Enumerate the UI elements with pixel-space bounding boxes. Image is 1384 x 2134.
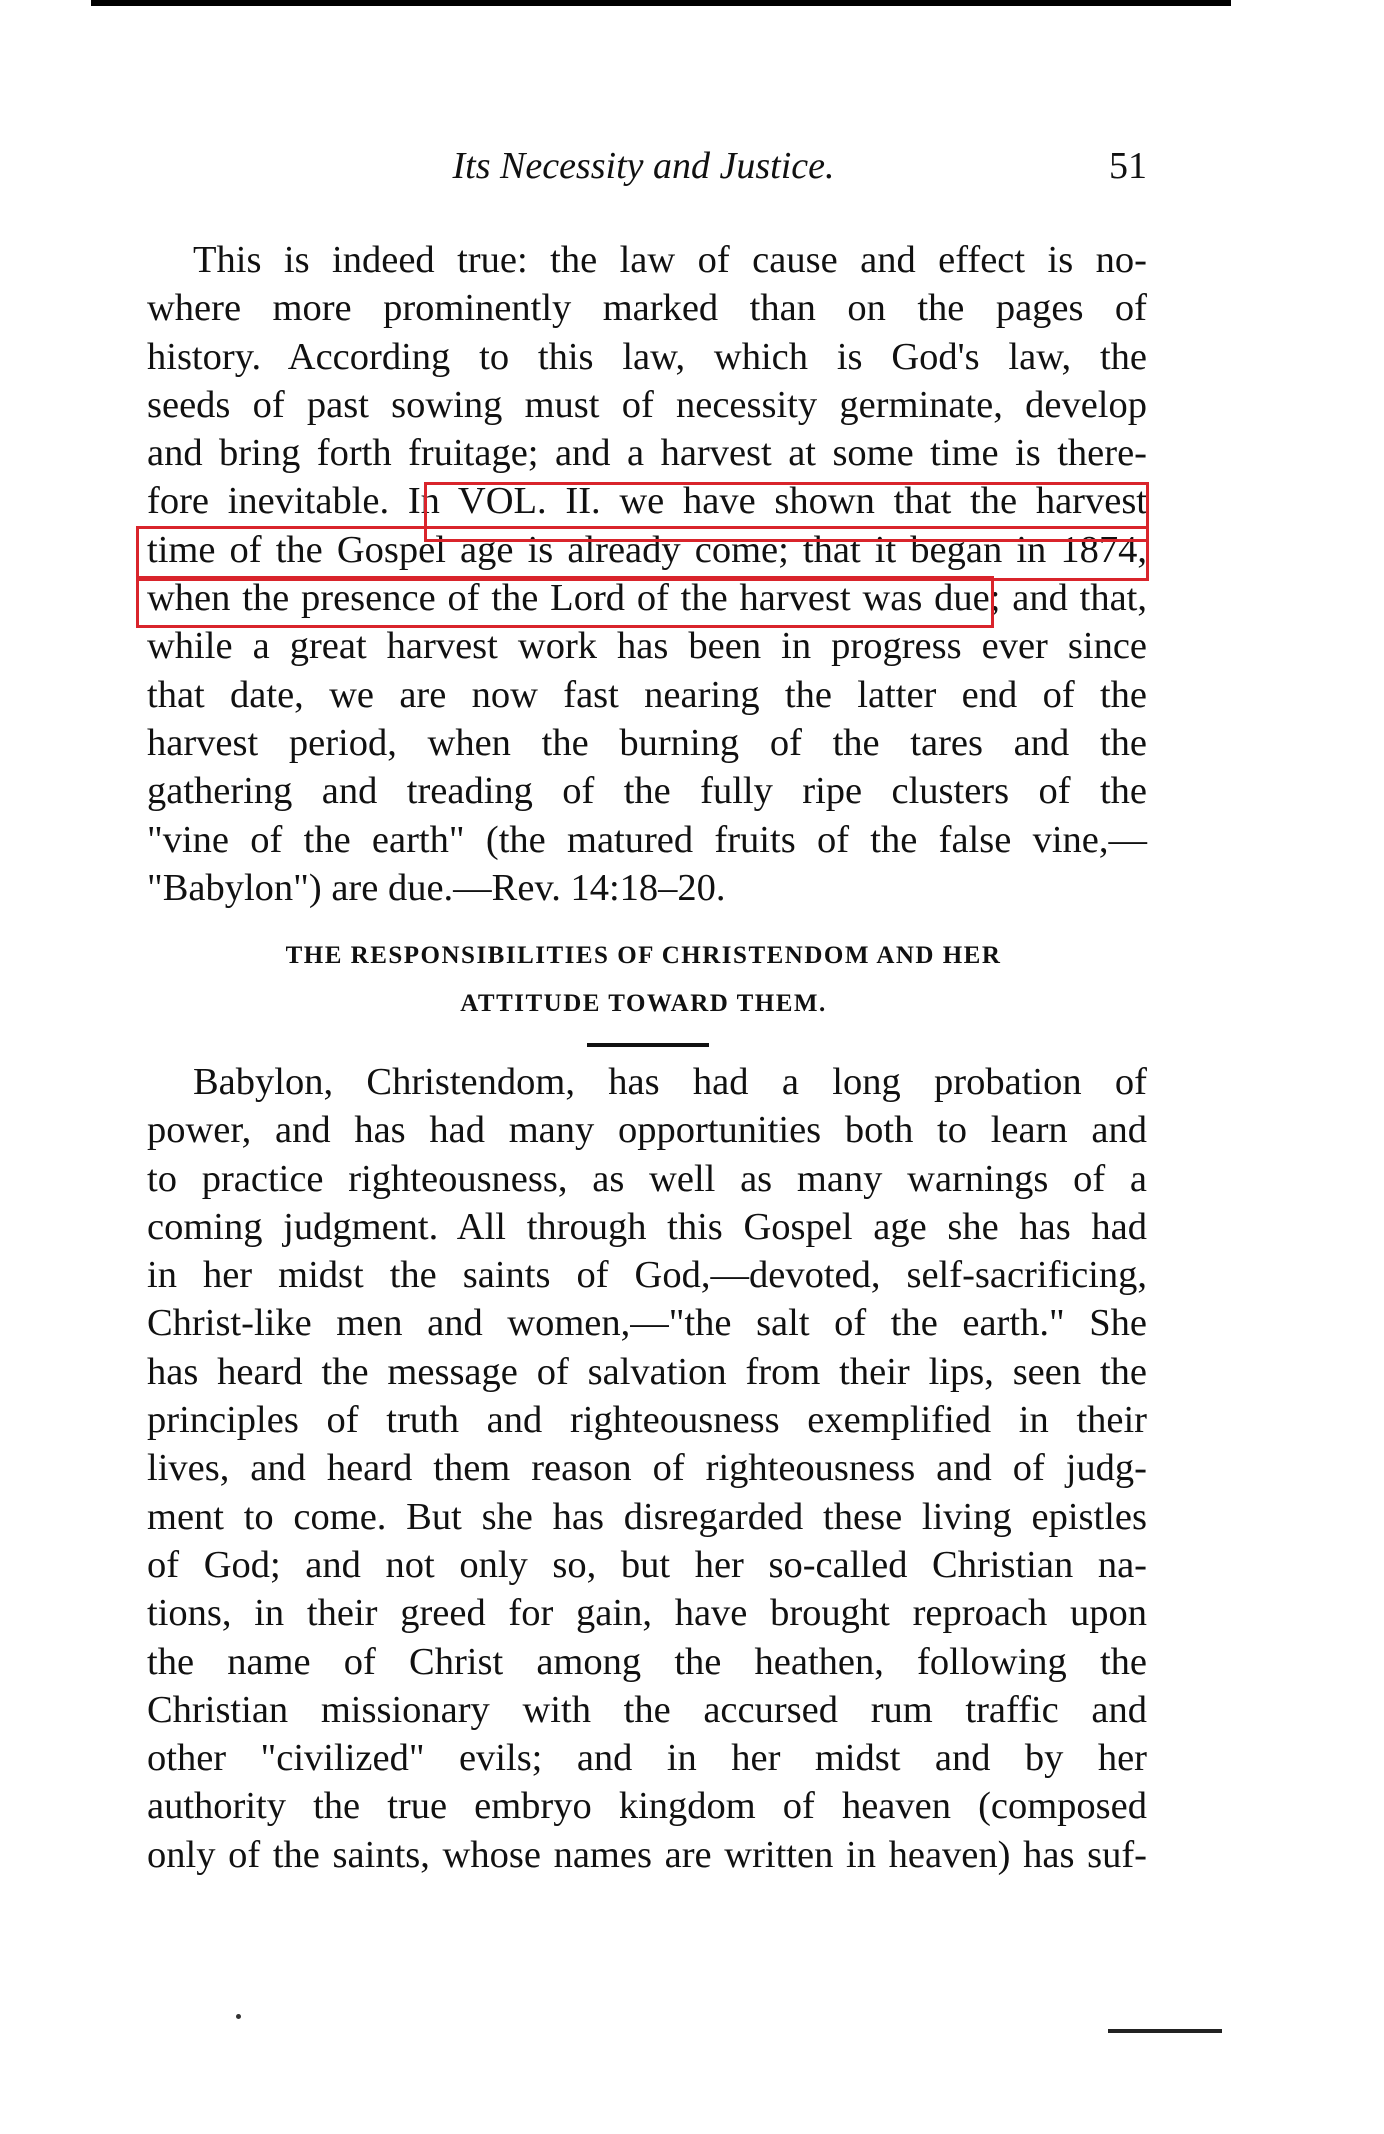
text-line: fore inevitable. In VOL. II. we have shown that the harvest: [147, 480, 1147, 523]
text-line: the name of Christ among the heathen, following the: [147, 1640, 1147, 1683]
highlight-box-segment-middle: [136, 526, 1149, 581]
text-line: and bring forth fruitage; and a harvest at some time is there-: [147, 432, 1147, 475]
text-line: harvest period, when the burning of the tares and the: [147, 721, 1147, 764]
text-line: where more prominently marked than on the pages of: [147, 287, 1147, 330]
text-line: seeds of past sowing must of necessity germinate, develop: [147, 383, 1147, 426]
running-head: Its Necessity and Justice.: [452, 145, 835, 187]
text-line: of God; and not only so, but her so-called Christian na-: [147, 1543, 1147, 1586]
text-line: This is indeed true: the law of cause and effect is no-: [193, 239, 1147, 281]
text-line: gathering and treading of the fully ripe clusters of the: [147, 770, 1147, 813]
text-line: that date, we are now fast nearing the latter end of the: [147, 673, 1147, 716]
text-line: to practice righteousness, as well as many warnings of a: [147, 1157, 1147, 1200]
text-line: history. According to this law, which is God's law, the: [147, 335, 1147, 378]
text-line: in her midst the saints of God,—devoted, self-sacrificing,: [147, 1254, 1147, 1297]
text-line: "vine of the earth" (the matured fruits of the false vine,—: [147, 818, 1147, 861]
page-header: [140, 144, 1147, 204]
text-line: principles of truth and righteousness exemplified in their: [147, 1399, 1147, 1442]
paragraph-babylon-christendom: [147, 1058, 1147, 1879]
text-line: while a great harvest work has been in progress ever since: [147, 625, 1147, 668]
text-line: Christ-like men and women,—"the salt of the earth." She: [147, 1302, 1147, 1345]
text-line: has heard the message of salvation from their lips, seen the: [147, 1350, 1147, 1393]
page-number: 51: [1109, 145, 1147, 187]
section-heading-line-2: ATTITUDE TOWARD THEM.: [460, 990, 827, 1017]
text-line: other "civilized" evils; and in her midst and by her: [147, 1737, 1147, 1780]
top-border-rule: [91, 0, 1231, 6]
heading-divider: [587, 1043, 709, 1047]
text-line: "Babylon") are due.—Rev. 14:18–20.: [147, 866, 726, 909]
text-line: Babylon, Christendom, has had a long probation of: [193, 1061, 1147, 1103]
text-line: time of the Gospel age is already come; that it began in 1874,: [147, 528, 1147, 571]
text-line: ment to come. But she has disregarded these living epistles: [147, 1495, 1147, 1538]
highlight-box-segment-bottom: [136, 576, 994, 628]
section-heading-line-1: THE RESPONSIBILITIES OF CHRISTENDOM AND HER: [285, 942, 1002, 969]
text-line: tions, in their greed for gain, have brought reproach upon: [147, 1592, 1147, 1635]
text-line: authority the true embryo kingdom of heaven (composed: [147, 1785, 1147, 1828]
text-line: when the presence of the Lord of the harvest was due; and that,: [147, 577, 1147, 620]
footer-dash: [1108, 2029, 1222, 2033]
text-line: only of the saints, whose names are written in heaven) has suf-: [147, 1833, 1147, 1876]
text-line: lives, and heard them reason of righteousness and of judg-: [147, 1447, 1147, 1490]
text-line: Christian missionary with the accursed rum traffic and: [147, 1688, 1147, 1731]
print-speck: [236, 2014, 241, 2019]
text-line: power, and has had many opportunities both to learn and: [147, 1109, 1147, 1152]
text-line: coming judgment. All through this Gospel age she has had: [147, 1205, 1147, 1248]
